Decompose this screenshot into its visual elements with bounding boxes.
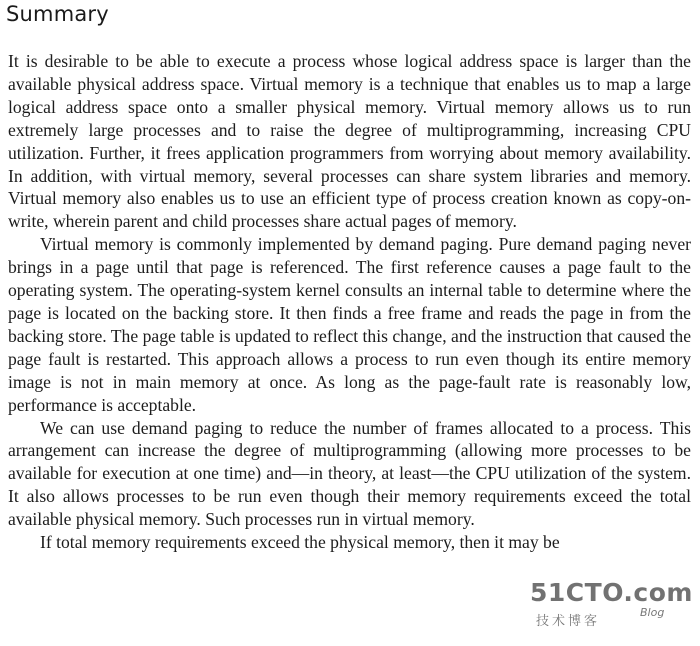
paragraph-1: It is desirable to be able to execute a process whose logical address space is larger than the available physical address space. Virtual memory is a technique that enables us to map a large logical address space onto a smaller physical memory. Virtual memory allows us to run extremely large processes and to raise the degree of multiprogramming, increasing CPU utilization. Further, it frees application programmers from worrying about memory availability. In addition, with virtual memory, several processes can share system libraries and memory. Virtual memory also enables us to use an efficient type of process creation known as copy-on-write, wherein parent and child processes share actual pages of memory.: [8, 51, 691, 232]
summary-body: [8, 50, 691, 554]
watermark: [530, 578, 693, 634]
paragraph-4: If total memory requirements exceed the physical memory, then it may be: [40, 532, 560, 553]
section-title: Summary: [6, 2, 109, 26]
watermark-tagline: 技术博客: [536, 614, 601, 629]
watermark-site: 51CTO.com: [530, 578, 693, 607]
paragraph-2: Virtual memory is commonly implemented by demand paging. Pure demand paging never brings in a page until that page is referenced. The first reference causes a page fault to the operating system. The operating-system kernel consults an internal table to determine where the page is located on the backing store. It then finds a free frame and reads the page in from the backing store. The page table is updated to reflect this change, and the instruction that caused the page fault is restarted. This approach allows a process to run even though its entire memory image is not in main memory at once. As long as the page-fault rate is reasonably low, performance is acceptable.: [8, 234, 691, 415]
watermark-blog: Blog: [640, 606, 665, 619]
paragraph-3: We can use demand paging to reduce the number of frames allocated to a process. This arrangement can increase the degree of multiprogramming (allowing more processes to be available for execution at one time) and—in theory, at least—the CPU utilization of the system. It also allows processes to be run even though their memory requirements exceed the total available physical memory. Such processes run in virtual memory.: [8, 417, 691, 530]
